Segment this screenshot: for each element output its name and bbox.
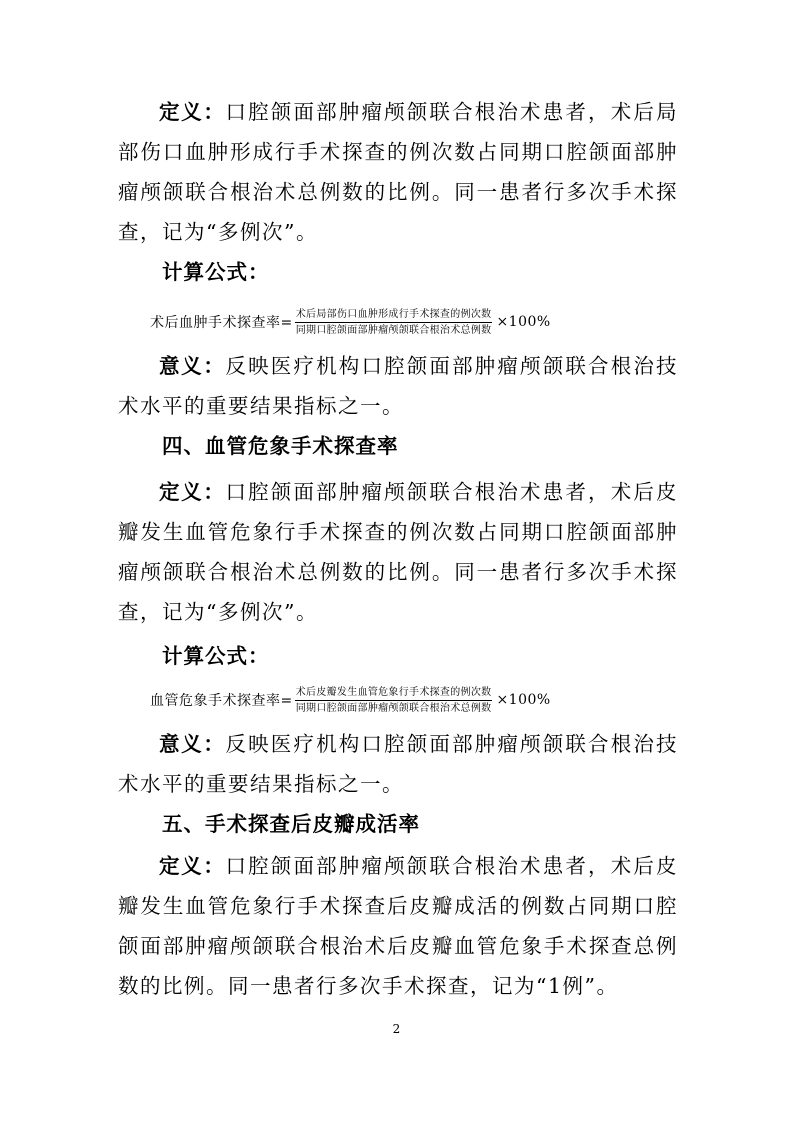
formula-multiplier: ×100% <box>496 314 551 330</box>
formula-numerator: 术后局部伤口血肿形成行手术探查的例次数 <box>295 308 492 320</box>
significance-text: 反映医疗机构口腔颌面部肿瘤颅颌联合根治技术水平的重要结果指标之一。 <box>118 354 679 418</box>
definition-label: 定义： <box>159 480 226 504</box>
significance-paragraph-hematoma <box>118 346 678 426</box>
formula-lhs: 血管危象手术探查率= <box>150 693 293 709</box>
definition-text: 口腔颌面部肿瘤颅颌联合根治术患者，术后皮瓣发生血管危象行手术探查后皮瓣成活的例数占同期口腔颌面部肿瘤颅颌联合根治术后皮瓣血管危象手术探查总例数的比例。同一患者行多次手术探查，记为“1例”。 <box>118 854 679 998</box>
definition-paragraph-hematoma <box>118 92 678 252</box>
significance-label: 意义： <box>159 732 226 756</box>
definition-paragraph-vascular-crisis <box>118 472 678 632</box>
formula-multiplier: ×100% <box>496 692 551 708</box>
definition-label: 定义： <box>159 854 226 878</box>
formula-label: 计算公式： <box>162 644 270 668</box>
formula-hematoma-exploration-rate <box>150 302 551 342</box>
definition-label: 定义： <box>159 100 226 124</box>
formula-label: 计算公式： <box>162 260 270 284</box>
definition-paragraph-flap-survival <box>118 846 678 1006</box>
formula-fraction <box>295 686 493 715</box>
formula-numerator: 术后皮瓣发生血管危象行手术探查的例次数 <box>295 686 492 698</box>
section-heading-4: 四、血管危象手术探查率 <box>162 434 399 458</box>
formula-lhs: 术后血肿手术探查率= <box>150 315 293 331</box>
significance-text: 反映医疗机构口腔颌面部肿瘤颅颌联合根治技术水平的重要结果指标之一。 <box>118 732 679 796</box>
page-number: 2 <box>392 1022 401 1036</box>
formula-fraction <box>295 308 493 337</box>
definition-text: 口腔颌面部肿瘤颅颌联合根治术患者，术后局部伤口血肿形成行手术探查的例次数占同期口腔颌面部肿瘤颅颌联合根治术总例数的比例。同一患者行多次手术探查，记为“多例次”。 <box>118 100 679 244</box>
formula-denominator: 同期口腔颌面部肿瘤颅颌联合根治术总例数 <box>295 324 492 336</box>
section-heading-5: 五、手术探查后皮瓣成活率 <box>162 812 420 836</box>
formula-vascular-crisis-exploration-rate <box>150 680 551 720</box>
definition-text: 口腔颌面部肿瘤颅颌联合根治术患者，术后皮瓣发生血管危象行手术探查的例次数占同期口腔颌面部肿瘤颅颌联合根治术总例数的比例。同一患者行多次手术探查，记为“多例次”。 <box>118 480 679 624</box>
significance-paragraph-vascular-crisis <box>118 724 678 804</box>
significance-label: 意义： <box>159 354 226 378</box>
formula-denominator: 同期口腔颌面部肿瘤颅颌联合根治术总例数 <box>295 702 492 714</box>
